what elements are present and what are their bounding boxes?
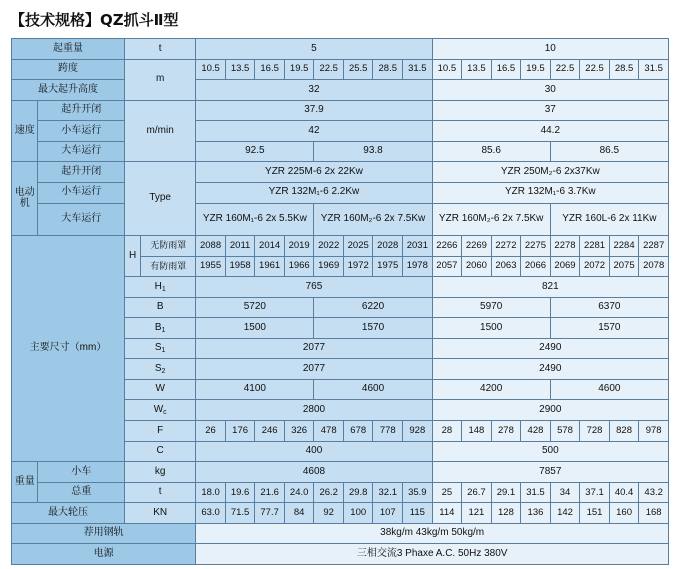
h-no-cover-cell: 2011 — [225, 235, 255, 256]
wheel-load-cell: 114 — [432, 503, 462, 524]
wheel-load-cell: 151 — [580, 503, 610, 524]
h-with-cover-cell: 1972 — [343, 256, 373, 277]
dim-label-s2 — [125, 359, 196, 380]
total-weight-cell: 37.1 — [580, 482, 610, 503]
total-weight-cell: 18.0 — [196, 482, 226, 503]
wc-10: 2900 — [432, 400, 668, 421]
label-main-dimensions: 主要尺寸（mm） — [12, 235, 125, 461]
rail-value: 38kg/m 43kg/m 50kg/m — [196, 523, 669, 544]
unit-kg: kg — [125, 462, 196, 483]
h1-5: 765 — [196, 277, 432, 298]
w-cell: 4200 — [432, 379, 550, 400]
f-cell: 26 — [196, 421, 226, 442]
h-with-cover-cell: 2063 — [491, 256, 521, 277]
h-with-cover-cell: 1961 — [255, 256, 285, 277]
speed-trolley-10: 44.2 — [432, 121, 668, 142]
motor-hoist-10: YZR 250M₂-6 2x37Kw — [432, 162, 668, 183]
b-cell: 6370 — [550, 297, 668, 318]
h-no-cover-cell: 2284 — [609, 235, 639, 256]
total-weight-cell: 24.0 — [284, 482, 314, 503]
row-motor-crane — [12, 203, 669, 235]
label-max-lift-height: 最大起升高度 — [12, 80, 125, 101]
b1-cell: 1570 — [550, 318, 668, 339]
total-weight-cell: 25 — [432, 482, 462, 503]
wheel-load-cell: 121 — [462, 503, 492, 524]
span-cell: 25.5 — [343, 59, 373, 80]
unit-h: H — [125, 235, 141, 276]
w-cell: 4600 — [314, 379, 432, 400]
row-wheel-load — [12, 503, 669, 524]
h-no-cover-cell: 2019 — [284, 235, 314, 256]
motor-crane: YZR 160L-6 2x 11Kw — [550, 203, 668, 235]
f-cell: 326 — [284, 421, 314, 442]
row-speed-crane — [12, 141, 669, 162]
wheel-load-cell: 115 — [403, 503, 433, 524]
motor-crane: YZR 160M₁-6 2x 5.5Kw — [196, 203, 314, 235]
label-trolley: 小车运行 — [38, 182, 125, 203]
max-height-10: 30 — [432, 80, 668, 101]
wheel-load-cell: 100 — [343, 503, 373, 524]
f-cell: 578 — [550, 421, 580, 442]
span-cell: 10.5 — [196, 59, 226, 80]
row-trolley-weight — [12, 462, 669, 483]
c-5: 400 — [196, 441, 432, 462]
wheel-load-cell: 160 — [609, 503, 639, 524]
label-lift-capacity: 起重量 — [12, 39, 125, 60]
h-no-cover-cell: 2287 — [639, 235, 669, 256]
span-cell: 22.5 — [580, 59, 610, 80]
label-speed: 速度 — [12, 100, 38, 162]
span-cell: 31.5 — [403, 59, 433, 80]
label-rail: 荐用钢轨 — [12, 523, 196, 544]
span-cell: 16.5 — [491, 59, 521, 80]
h-with-cover-cell: 2057 — [432, 256, 462, 277]
total-weight-cell: 32.1 — [373, 482, 403, 503]
h-with-cover-cell: 1978 — [403, 256, 433, 277]
span-cell: 31.5 — [639, 59, 669, 80]
wheel-load-cell: 71.5 — [225, 503, 255, 524]
h-with-cover-cell: 1966 — [284, 256, 314, 277]
trolley-weight-5: 4608 — [196, 462, 432, 483]
wc-5: 2800 — [196, 400, 432, 421]
b-cell: 5720 — [196, 297, 314, 318]
h-with-cover-cell: 1975 — [373, 256, 403, 277]
h-with-cover-cell: 2060 — [462, 256, 492, 277]
dim-letter: S — [154, 362, 162, 374]
b1-cell: 1500 — [432, 318, 550, 339]
dim-label-f: F — [125, 421, 196, 442]
label-trolley-weight: 小车 — [38, 462, 125, 483]
total-weight-cell: 29.8 — [343, 482, 373, 503]
f-cell: 478 — [314, 421, 344, 442]
f-cell: 828 — [609, 421, 639, 442]
dim-label-h1 — [125, 277, 196, 298]
motor-hoist-5: YZR 225M-6 2x 22Kw — [196, 162, 432, 183]
label-span: 跨度 — [12, 59, 125, 80]
h-no-cover-cell: 2022 — [314, 235, 344, 256]
s1-10: 2490 — [432, 338, 668, 359]
row-capacity — [12, 39, 669, 60]
total-weight-cell: 26.7 — [462, 482, 492, 503]
h-no-cover-cell: 2272 — [491, 235, 521, 256]
dim-subscript: 1 — [161, 285, 166, 293]
dim-label-c: C — [125, 441, 196, 462]
w-cell: 4100 — [196, 379, 314, 400]
speed-crane: 93.8 — [314, 141, 432, 162]
row-motor-trolley — [12, 182, 669, 203]
f-cell: 28 — [432, 421, 462, 442]
h-with-cover-cell: 2072 — [580, 256, 610, 277]
h-with-cover-cell: 2075 — [609, 256, 639, 277]
span-cell: 16.5 — [255, 59, 285, 80]
h-with-cover-cell: 1969 — [314, 256, 344, 277]
unit-type: Type — [125, 162, 196, 236]
dim-letter: H — [154, 280, 162, 292]
c-10: 500 — [432, 441, 668, 462]
label-max-wheel-load: 最大轮压 — [12, 503, 125, 524]
speed-crane: 92.5 — [196, 141, 314, 162]
f-cell: 978 — [639, 421, 669, 442]
f-cell: 428 — [521, 421, 551, 442]
motor-crane: YZR 160M₂-6 2x 7.5Kw — [432, 203, 550, 235]
total-weight-cell: 29.1 — [491, 482, 521, 503]
span-cell: 22.5 — [314, 59, 344, 80]
page-title: 【技术规格】QZ抓斗Ⅱ型 — [10, 11, 179, 29]
trolley-weight-10: 7857 — [432, 462, 668, 483]
row-speed-hoist — [12, 100, 669, 121]
dim-letter: S — [154, 342, 162, 354]
dim-letter: B — [154, 321, 162, 333]
row-h-no-cover — [12, 235, 669, 256]
h-with-cover-cell: 2078 — [639, 256, 669, 277]
dim-label-wc — [125, 400, 196, 421]
unit-t: t — [125, 482, 196, 503]
row-max-height — [12, 80, 669, 101]
h-with-cover-cell: 2069 — [550, 256, 580, 277]
h-no-cover-cell: 2088 — [196, 235, 226, 256]
total-weight-cell: 19.6 — [225, 482, 255, 503]
total-weight-cell: 43.2 — [639, 482, 669, 503]
total-weight-cell: 40.4 — [609, 482, 639, 503]
label-total: 总重 — [38, 482, 125, 503]
total-weight-cell: 35.9 — [403, 482, 433, 503]
f-cell: 678 — [343, 421, 373, 442]
h-no-cover-cell: 2266 — [432, 235, 462, 256]
wheel-load-cell: 84 — [284, 503, 314, 524]
dim-label-s1 — [125, 338, 196, 359]
w-cell: 4600 — [550, 379, 668, 400]
span-cell: 13.5 — [462, 59, 492, 80]
span-cell: 22.5 — [550, 59, 580, 80]
span-cell: 28.5 — [373, 59, 403, 80]
h-no-cover-cell: 2281 — [580, 235, 610, 256]
h-no-cover-cell: 2269 — [462, 235, 492, 256]
b1-cell: 1570 — [314, 318, 432, 339]
speed-trolley-5: 42 — [196, 121, 432, 142]
dim-letter: W — [153, 404, 164, 415]
row-rail — [12, 523, 669, 544]
spec-table — [11, 38, 669, 565]
total-weight-cell: 26.2 — [314, 482, 344, 503]
dim-label-b1 — [125, 318, 196, 339]
motor-trolley-10: YZR 132M₁-6 3.7Kw — [432, 182, 668, 203]
row-total-weight — [12, 482, 669, 503]
f-cell: 176 — [225, 421, 255, 442]
h-no-cover-cell: 2028 — [373, 235, 403, 256]
wheel-load-cell: 77.7 — [255, 503, 285, 524]
wheel-load-cell: 136 — [521, 503, 551, 524]
label-hoist: 起升开闭 — [38, 100, 125, 121]
label-trolley: 小车运行 — [38, 121, 125, 142]
max-height-5: 32 — [196, 80, 432, 101]
h-no-cover-cell: 2025 — [343, 235, 373, 256]
f-cell: 278 — [491, 421, 521, 442]
wheel-load-cell: 128 — [491, 503, 521, 524]
unit-m: m — [125, 59, 196, 100]
speed-hoist-10: 37 — [432, 100, 668, 121]
f-cell: 148 — [462, 421, 492, 442]
h-with-cover-cell: 1958 — [225, 256, 255, 277]
span-cell: 28.5 — [609, 59, 639, 80]
speed-crane: 85.6 — [432, 141, 550, 162]
s1-5: 2077 — [196, 338, 432, 359]
dim-subscript: 1 — [161, 326, 166, 334]
unit-kn: KN — [125, 503, 196, 524]
dim-label-w: W — [125, 379, 196, 400]
dim-subscript: 1 — [161, 347, 166, 355]
label-hoist: 起升开闭 — [38, 162, 125, 183]
label-weight: 重量 — [12, 462, 38, 503]
row-span — [12, 59, 669, 80]
f-cell: 928 — [403, 421, 433, 442]
h-no-cover-cell: 2278 — [550, 235, 580, 256]
f-cell: 728 — [580, 421, 610, 442]
f-cell: 778 — [373, 421, 403, 442]
speed-hoist-5: 37.9 — [196, 100, 432, 121]
label-with-rain-cover: 有防雨罩 — [141, 256, 196, 277]
speed-crane: 86.5 — [550, 141, 668, 162]
motor-trolley-5: YZR 132M₁-6 2.2Kw — [196, 182, 432, 203]
span-cell: 13.5 — [225, 59, 255, 80]
wheel-load-cell: 63.0 — [196, 503, 226, 524]
span-cell: 19.5 — [284, 59, 314, 80]
wheel-load-cell: 107 — [373, 503, 403, 524]
label-crane: 大车运行 — [38, 203, 125, 235]
dim-label-b: B — [125, 297, 196, 318]
dim-subscript: 2 — [161, 367, 166, 375]
capacity-5: 5 — [196, 39, 432, 60]
span-cell: 19.5 — [521, 59, 551, 80]
row-motor-hoist — [12, 162, 669, 183]
total-weight-cell: 31.5 — [521, 482, 551, 503]
f-cell: 246 — [255, 421, 285, 442]
span-cell: 10.5 — [432, 59, 462, 80]
motor-crane: YZR 160M₂-6 2x 7.5Kw — [314, 203, 432, 235]
b-cell: 6220 — [314, 297, 432, 318]
capacity-10: 10 — [432, 39, 668, 60]
unit-t: t — [125, 39, 196, 60]
dim-subscript: c — [163, 409, 167, 416]
b1-cell: 1500 — [196, 318, 314, 339]
s2-10: 2490 — [432, 359, 668, 380]
label-crane: 大车运行 — [38, 141, 125, 162]
total-weight-cell: 34 — [550, 482, 580, 503]
label-power: 电源 — [12, 544, 196, 565]
s2-5: 2077 — [196, 359, 432, 380]
h-no-cover-cell: 2275 — [521, 235, 551, 256]
label-motor: 电动机 — [12, 162, 38, 236]
wheel-load-cell: 142 — [550, 503, 580, 524]
row-speed-trolley — [12, 121, 669, 142]
h1-10: 821 — [432, 277, 668, 298]
h-with-cover-cell: 1955 — [196, 256, 226, 277]
h-with-cover-cell: 2066 — [521, 256, 551, 277]
total-weight-cell: 21.6 — [255, 482, 285, 503]
h-no-cover-cell: 2014 — [255, 235, 285, 256]
b-cell: 5970 — [432, 297, 550, 318]
row-power — [12, 544, 669, 565]
wheel-load-cell: 168 — [639, 503, 669, 524]
h-no-cover-cell: 2031 — [403, 235, 433, 256]
unit-speed: m/min — [125, 100, 196, 162]
wheel-load-cell: 92 — [314, 503, 344, 524]
label-no-rain-cover: 无防雨罩 — [141, 235, 196, 256]
power-value: 三相交流3 Phaxe A.C. 50Hz 380V — [196, 544, 669, 565]
